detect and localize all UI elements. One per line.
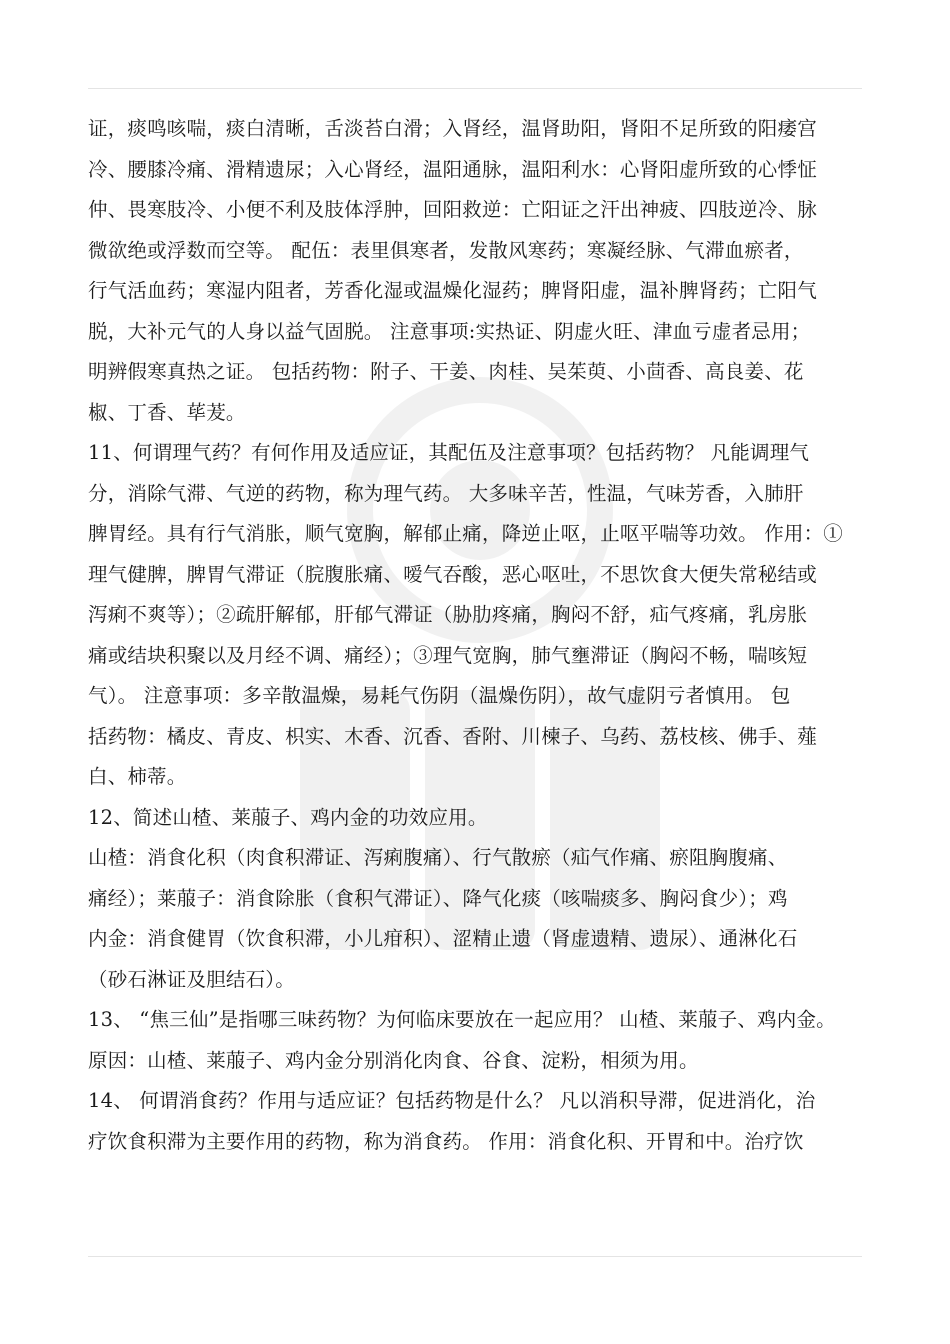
text-line: 冷、腰膝冷痛、滑精遗尿；入心肾经，温阳通脉，温阳利水：心肾阳虚所致的心悸怔: [88, 157, 817, 181]
text-line: 原因：山楂、莱菔子、鸡内金分别消化肉食、谷食、淀粉，相须为用。: [88, 1048, 699, 1072]
text-line: 脾胃经。具有行气消胀，顺气宽胸，解郁止痛，降逆止呕，止呕平喘等功效。 作用：①: [88, 522, 843, 545]
text-line: 气）。 注意事项：多辛散温燥，易耗气伤阴（温燥伤阴），故气虚阴亏者慎用。 包: [88, 684, 791, 707]
question-14-heading: 14、 何谓消食药？作用与适应证？包括药物是什么？ 凡以消积导滞，促进消化，治: [88, 1089, 816, 1112]
header-rule: [88, 88, 862, 89]
question-11-heading: 11、何谓理气药？有何作用及适应证，其配伍及注意事项？包括药物？ 凡能调理气: [88, 441, 810, 464]
text-line: 痛经）；莱菔子：消食除胀（食积气滞证）、降气化痰（咳喘痰多、胸闷食少）；鸡: [88, 886, 788, 910]
text-line: （砂石淋证及胆结石）。: [88, 967, 295, 991]
footer-rule: [88, 1256, 862, 1257]
text-line: 内金：消食健胃（饮食积滞，小儿疳积）、涩精止遗（肾虚遗精、遗尿）、通淋化石: [88, 927, 798, 950]
question-12-heading: 12、简述山楂、莱菔子、鸡内金的功效应用。: [88, 805, 488, 829]
text-line: 明辨假寒真热之证。 包括药物：附子、干姜、肉桂、吴茱萸、小茴香、高良姜、花: [88, 360, 804, 383]
text-line: 泻痢不爽等）；②疏肝解郁，肝郁气滞证（胁肋疼痛，胸闷不舒，疝气疼痛，乳房胀: [88, 603, 808, 626]
text-line: 分，消除气滞、气逆的药物，称为理气药。 大多味辛苦，性温，气味芳香，入肺肝: [88, 481, 804, 505]
text-line: 微欲绝或浮数而空等。 配伍：表里俱寒者，发散风寒药；寒凝经脉、气滞血瘀者，: [88, 238, 804, 262]
text-line: 白、柿蒂。: [88, 765, 187, 788]
text-line: 仲、畏寒肢冷、小便不利及肢体浮肿，回阳救逆：亡阳证之汗出神疲、四肢逆冷、脉: [88, 198, 817, 221]
text-line: 证，痰鸣咳喘，痰白清晰，舌淡苔白滑；入肾经，温肾助阳，肾阳不足所致的阳痿宫: [88, 117, 817, 140]
text-line: 脱，大补元气的人身以益气固脱。 注意事项:实热证、阴虚火旺、津血亏虚者忌用；: [88, 319, 811, 343]
text-line: 理气健脾，脾胃气滞证（脘腹胀痛、嗳气吞酸，恶心呕吐，不思饮食大便失常秘结或: [88, 562, 817, 586]
text-line: 行气活血药；寒湿内阻者，芳香化湿或温燥化湿药；脾肾阳虚，温补脾肾药；亡阳气: [88, 279, 817, 302]
question-13-heading: 13、 “焦三仙”是指哪三味药物？为何临床要放在一起应用？ 山楂、莱菔子、鸡内金。: [88, 1008, 836, 1031]
text-line: 山楂：消食化积（肉食积滞证、泻痢腹痛）、行气散瘀（疝气作痛、瘀阻胸腹痛、: [88, 846, 788, 869]
body-text: [88, 109, 878, 1162]
text-line: 痛或结块积聚以及月经不调、痛经）；③理气宽胸，肺气壅滞证（胸闷不畅，喘咳短: [88, 643, 808, 667]
text-line: 疗饮食积滞为主要作用的药物，称为消食药。 作用：消食化积、开胃和中。治疗饮: [88, 1129, 804, 1153]
text-line: 括药物：橘皮、青皮、枳实、木香、沉香、香附、川楝子、乌药、荔枝核、佛手、薤: [88, 724, 817, 748]
text-line: 椒、丁香、荜茇。: [88, 400, 246, 424]
